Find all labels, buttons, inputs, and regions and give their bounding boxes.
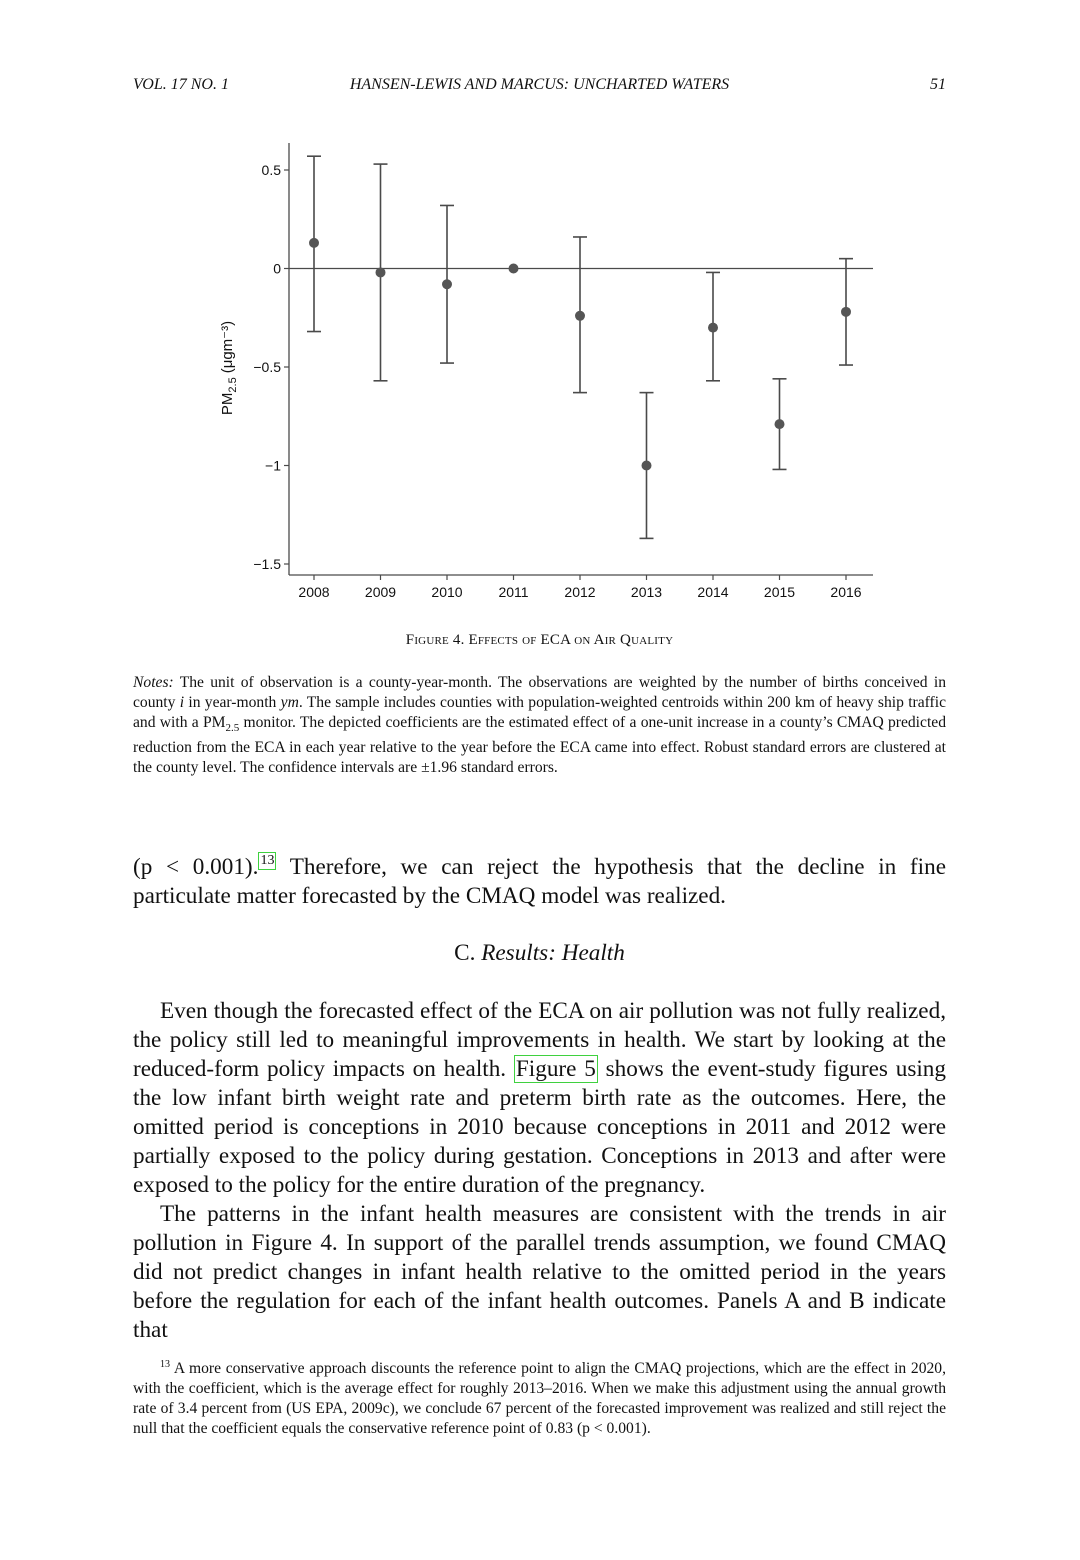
- section-title: Results: Health: [481, 940, 625, 966]
- point-estimate: [642, 461, 652, 471]
- event-study-chart: [190, 135, 890, 605]
- footnote-13-link[interactable]: 13: [260, 853, 275, 868]
- figure-caption-text: Figure 4. Effects of ECA on Air Quality: [405, 632, 674, 648]
- point-estimate: [442, 279, 452, 289]
- notes-text-c: . The sample includes counties with population-weighted centroids within 200 km of heavy ship traffic and with a PM: [133, 694, 947, 731]
- x-tick-label: 2013: [630, 584, 663, 600]
- point-estimate: [708, 323, 718, 333]
- y-tick-label: −1: [265, 457, 281, 474]
- notes-subscript: 2.5: [225, 722, 240, 735]
- footnote-text: A more conservative approach discounts the reference point to align the CMAQ projections, which are the effect in 2020, with the coefficient, which is the average effect for roughly 2013–2016. When we make this adjustment using the annual growth rate of 3.4 percent from (US EPA, 2009c), we conclude 67 percent of the forecasted improvement was realized and still reject the null that the coefficient equals the conservative reference point of 0.83 (p < 0.001).: [133, 1360, 946, 1438]
- y-tick-label: 0: [273, 260, 281, 277]
- running-title: HANSEN-LEWIS AND MARCUS: UNCHARTED WATERS: [349, 76, 730, 93]
- point-estimate: [509, 264, 519, 274]
- y-axis-label: [219, 321, 239, 415]
- notes-var-ym: ym: [280, 694, 299, 711]
- section-heading: [133, 940, 946, 967]
- paragraph-health-1-b: shows the event-study figures using the low infant birth weight rate and preterm birth rate as the outcomes. Here, the omitted period is conceptions in 2010 because conceptions in 2011 and 2012 were partially exposed to the policy during gestation. Conceptions in 2013 and after were exposed to the policy for the entire duration of the pregnancy.: [133, 1056, 946, 1198]
- x-tick-label: 2015: [763, 584, 796, 600]
- notes-text-d: monitor. The depicted coefficients are the estimated effect of a one-unit increase in a county’s CMAQ predicted reduction from the ECA in each year relative to the year before the ECA came into effect. Robust standard errors are clustered at the county level. The confidence intervals are ±1.96 standard errors.: [133, 714, 946, 777]
- figure-notes: [133, 673, 946, 778]
- footnote-13: [133, 1355, 946, 1439]
- volume-label: VOL. 17 NO. 1: [133, 76, 229, 93]
- running-header: [133, 76, 946, 100]
- notes-var-i: i: [179, 694, 185, 711]
- point-estimate: [309, 238, 319, 248]
- svg-text:PM2.5(μgm⁻³): [219, 321, 239, 415]
- notes-label: Notes:: [133, 674, 174, 691]
- notes-text-b: in year-month: [184, 694, 281, 711]
- paragraph-health-2: The patterns in the infant health measures are consistent with the trends in air pollution in Figure 4. In support of the parallel trends assumption, we found CMAQ did not predict changes in infant health relative to the omitted period in the years before the regulation for each of the infant health outcomes. Panels A and B indicate that: [133, 1201, 946, 1343]
- y-tick-label: −0.5: [253, 359, 281, 375]
- x-tick-label: 2011: [498, 584, 529, 600]
- x-tick-label: 2008: [298, 584, 330, 600]
- point-estimate: [575, 311, 585, 321]
- paragraph-health-1-a: Even though the forecasted effect of the ECA on air pollution was not fully realized, the policy still led to meaningful improvements in health. We start by looking at the reduced-form policy impacts on health.: [133, 998, 946, 1082]
- y-axis-label-subscript: 2.5: [227, 377, 239, 393]
- x-tick-label: 2010: [431, 584, 463, 600]
- figure-5-link[interactable]: Figure 5: [515, 1056, 596, 1082]
- x-tick-label: 2016: [830, 584, 862, 600]
- page-number: 51: [930, 76, 946, 93]
- paragraph-continued-text: Therefore, we can reject the hypothesis that the decline in fine particulate matter forecasted by the CMAQ model was realized.: [133, 854, 946, 909]
- figure-caption: [133, 632, 946, 649]
- section-body: [133, 997, 946, 1345]
- notes-text-a: The unit of observation is a county-year-month. The observations are weighted by the number of births conceived in county: [133, 674, 946, 711]
- section-letter: C.: [454, 940, 482, 966]
- y-axis-label-main: PM: [219, 392, 236, 416]
- y-axis-label-unit: (μgm⁻³): [219, 320, 236, 374]
- point-estimate: [376, 267, 386, 277]
- paragraph-continued: [133, 852, 946, 911]
- y-tick-label: 0.5: [261, 162, 281, 178]
- x-tick-label: 2014: [697, 584, 729, 600]
- footnote-number: 13: [160, 1359, 170, 1370]
- y-tick-label: −1.5: [253, 556, 281, 572]
- point-estimate: [841, 307, 851, 317]
- x-tick-label: 2009: [364, 584, 397, 600]
- point-estimate: [775, 419, 785, 429]
- p-value-text: (p < 0.001).: [133, 854, 259, 880]
- x-tick-label: 2012: [564, 584, 596, 600]
- paragraph-health-1: [133, 997, 946, 1200]
